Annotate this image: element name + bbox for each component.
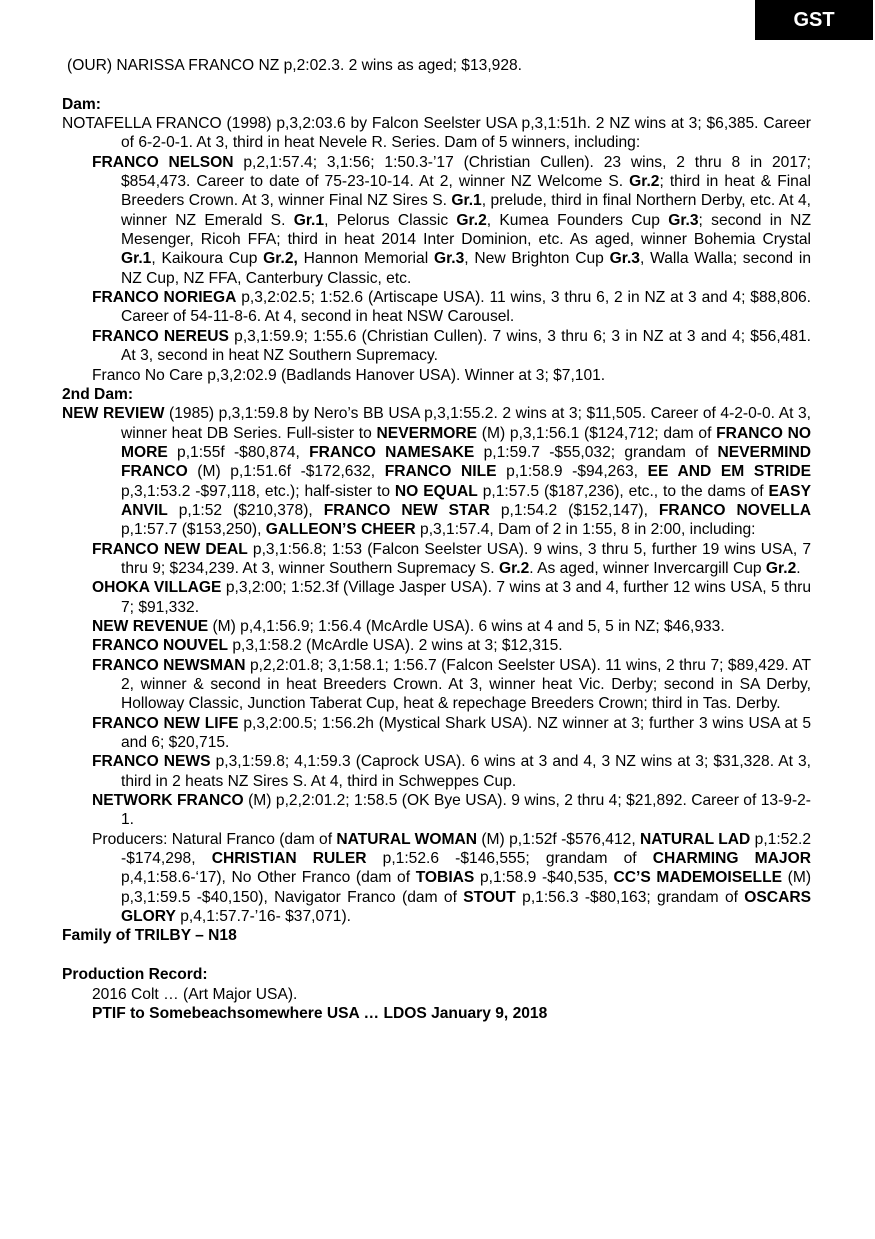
list-item [62,830,811,927]
bold-text-run: FRANCO NEW DEAL [92,540,248,558]
bold-text-run: Gr.3 [609,250,640,268]
list-item [62,1004,811,1023]
list-item [62,656,811,714]
text-run: Producers: Natural Franco (dam of [92,830,337,848]
text-run: , prelude, third in final Northern Derby, etc. At 4, winner NZ Emerald S. [121,192,811,229]
bold-text-run: Gr.2 [765,559,797,577]
text-run: , New Brighton Cup [464,250,610,268]
production-heading: Production Record: [62,966,208,984]
text-run: (M) p,1:51.6f -$172,632, [187,463,385,481]
bold-text-run: FRANCO NILE [384,463,497,481]
bold-text-run: Gr.2 [629,173,660,191]
list-item-text: 2016 Colt … (Art Major USA). [92,985,298,1003]
text-run: p,3,1:59.9; 1:55.6 (Christian Cullen). 7 wins, 3 thru 6; 3 in NZ at 3 and 4; $56,481. At 3, second in heat NZ Southern Supremacy. [121,327,811,365]
text-run: p,1:52.2 -$174,298, [121,830,812,868]
bold-text-run: OHOKA VILLAGE [92,579,222,597]
bold-text-run: NEW REVIEW [62,405,165,423]
bold-text-run: FRANCO NEWSMAN [92,656,246,674]
text-run: (M) p,3,1:59.5 -$40,150), Navigator Franco (dam of [121,869,812,906]
list-item [62,636,811,655]
list-item [62,985,811,1004]
list-item [62,617,811,636]
text-run: (1985) p,3,1:59.8 by Nero’s BB USA p,3,1:55.2. 2 wins at 3; $11,505. Career of 4-2-0-0. At 3, winner heat DB Series. Full-sister to [121,405,812,442]
text-run: p,3,2:00; 1:52.3f (Village Jasper USA). 7 wins at 3 and 4, further 12 wins USA, 5 thru 7; $91,332. [121,579,811,616]
second-dam-heading: 2nd Dam: [62,385,134,403]
text-run: p,2,1:57.4; 3,1:56; 1:50.3-’17 (Christian Cullen). 23 wins, 2 thru 8 in 2017; $854,473. Career to date of 75-23-10-14. At 2, winner NZ Welcome S. [121,153,811,191]
bold-text-run: FRANCO NAMESAKE [309,443,475,461]
bold-text-run: EASY ANVIL [121,482,811,519]
text-run: p,1:58.9 -$40,535, [474,869,614,887]
text-run: p,3,1:57.4, Dam of 2 in 1:55, 8 in 2:00, including: [415,521,756,539]
dam-description [62,114,811,153]
text-run: p,3,1:56.8; 1:53 (Falcon Seelster USA). 9 wins, 3 thru 5, further 19 wins USA, 7 thru 9; $234,239. At 3, winner Southern Supremacy S. [121,540,811,577]
text-run: . As aged, winner Invercargill Cup [529,559,766,577]
text-run: p,1:54.2 ($152,147), [489,501,659,519]
bold-text-run: GALLEON’S CHEER [265,521,416,539]
spacer [62,946,811,965]
text-run: , Pelorus Classic [324,211,457,229]
bold-text-run: CHRISTIAN RULER [211,850,367,868]
text-run: , Kumea Founders Cup [486,211,669,229]
bold-text-run: FRANCO NEW LIFE [92,714,239,732]
production-record-list [62,985,811,1024]
text-run: p,1:57.5 ($187,236), etc., to the dams of [477,482,769,500]
bold-text-run: EE AND EM STRIDE [647,463,812,481]
bold-text-run: NETWORK FRANCO [92,792,244,810]
bold-text-run: CC’S MADEMOISELLE [613,869,782,887]
bold-text-run: OSCARS GLORY [121,888,811,926]
bold-text-run: FRANCO NOVELLA [658,501,811,519]
text-run: . [796,559,801,577]
bold-text-run: NEW REVENUE [92,617,209,635]
text-run: p,3,1:58.2 (McArdle USA). 2 wins at 3; $12,315. [228,637,563,655]
text-run: , Kaikoura Cup [151,250,264,268]
list-item [62,288,811,327]
text-run: Hannon Memorial [297,250,434,268]
list-item [62,153,811,288]
bold-text-run: FRANCO NORIEGA [92,289,237,307]
text-run: p,2,2:01.8; 3,1:58.1; 1:56.7 (Falcon Seelster USA). 11 wins, 2 thru 7; $89,429. AT 2, winner & second in heat Breeders Crown. At 3, winner heat Vic. Derby; second in SA Derby, Holloway Classic, Junction Taberat Cup, heat & repechage Breeders Crown; third in Tas. Derby. [121,656,811,713]
bold-text-run: NEVERMORE [376,424,478,442]
bold-text-run: FRANCO NO MORE [121,424,811,461]
text-run: p,3,2:00.5; 1:56.2h (Mystical Shark USA). NZ winner at 3; further 3 wins USA at 5 and 6; $20,715. [121,714,811,752]
bold-text-run: NEVERMIND FRANCO [121,443,812,481]
text-run: (M) p,4,1:56.9; 1:56.4 (McArdle USA). 6 wins at 4 and 5, 5 in NZ; $46,933. [208,617,725,635]
bold-text-run: FRANCO NEWS [92,753,211,771]
bold-text-run: FRANCO NEREUS [92,327,229,345]
second-dam-description [62,404,811,539]
list-item [62,540,811,579]
bold-text-run: STOUT [463,888,516,906]
bold-text-run: Gr.1 [121,250,152,268]
text-run: (M) p,3,1:56.1 ($124,712; dam of [477,424,717,442]
text-run: p,3,1:59.8; 4,1:59.3 (Caprock USA). 6 wins at 3 and 4, 3 NZ wins at 3; $31,328. At 3, third in 2 heats NZ Sires S. At 4, third in Schweppes Cup. [121,753,811,790]
subject-line: (OUR) NARISSA FRANCO NZ p,2:02.3. 2 wins as aged; $13,928. [67,57,523,74]
text-run: p,1:52 ($210,378), [167,501,324,519]
list-item [62,791,811,830]
bold-text-run: TOBIAS [415,869,475,887]
text-run: p,1:57.7 ($153,250), [121,521,266,539]
text-run: ; second in NZ Mesenger, Ricoh FFA; third in heat 2014 Inter Dominion, etc. As aged, winner Bohemia Crystal [121,211,811,249]
list-item [62,327,811,366]
text-run: p,3,1:53.2 -$97,118, etc.); half-sister to [121,482,395,500]
bold-text-run: CHARMING MAJOR [652,850,811,868]
list-item [62,752,811,791]
text-run: p,1:52.6 -$146,555; grandam of [366,850,653,868]
text-run: NOTAFELLA FRANCO (1998) p,3,2:03.6 by Falcon Seelster USA p,3,1:51h. 2 NZ wins at 3; $6,385. Career of 6-2-0-1. At 3, third in heat Nevele R. Series. Dam of 5 winners, including: [62,115,811,152]
bold-text-run: NATURAL LAD [640,830,751,848]
bold-text-run: NATURAL WOMAN [336,830,478,848]
bold-text-run: Gr.1 [293,211,325,229]
gait-badge [755,0,873,40]
dam-offspring-list [62,153,811,385]
pedigree-document [62,56,811,1023]
bold-text-run: NO EQUAL [394,482,478,500]
bold-text-run: Gr.2, [263,250,298,268]
family-line: Family of TRILBY – N18 [62,927,237,945]
bold-text-run: FRANCO NEW STAR [323,501,490,519]
text-run: p,1:55f -$80,874, [167,443,310,461]
text-run: Franco No Care p,3,2:02.9 (Badlands Hanover USA). Winner at 3; $7,101. [92,366,606,384]
list-item [62,578,811,617]
bold-text-run: Gr.1 [451,192,482,210]
text-run: p,4,1:58.6-‘17), No Other Franco (dam of [121,869,416,887]
dam-heading: Dam: [62,95,101,113]
bold-text-run: Gr.3 [433,250,465,268]
bold-text-run: Gr.3 [668,211,699,229]
text-run: p,3,2:02.5; 1:52.6 (Artiscape USA). 11 wins, 3 thru 6, 2 in NZ at 3 and 4; $88,806. Career of 54-11-8-6. At 4, second in heat NSW Carousel. [121,289,812,326]
text-run: (M) p,2,2:01.2; 1:58.5 (OK Bye USA). 9 wins, 2 thru 4; $21,892. Career of 13-9-2-1. [121,792,812,829]
spacer [62,75,811,94]
list-item-text: PTIF to Somebeachsomewhere USA … LDOS January 9, 2018 [92,1004,548,1022]
second-dam-offspring-list [62,540,811,927]
bold-text-run: Gr.2 [456,211,487,229]
text-run: p,1:59.7 -$55,032; grandam of [474,443,718,461]
text-run: , Walla Walla; second in NZ Cup, NZ FFA, Canterbury Classic, etc. [121,250,812,287]
text-run: p,1:56.3 -$80,163; grandam of [515,888,745,906]
text-run: p,4,1:57.7-’16- $37,071). [175,908,351,926]
text-run: p,1:58.9 -$94,263, [496,463,648,481]
bold-text-run: FRANCO NOUVEL [92,637,229,655]
list-item [62,366,811,385]
gait-badge-label: GST [793,8,835,31]
text-run: (M) p,1:52f -$576,412, [477,830,640,848]
list-item [62,714,811,753]
bold-text-run: Gr.2 [498,559,530,577]
bold-text-run: FRANCO NELSON [92,153,234,171]
text-run: ; third in heat & Final Breeders Crown. At 3, winner Final NZ Sires S. [121,173,811,210]
